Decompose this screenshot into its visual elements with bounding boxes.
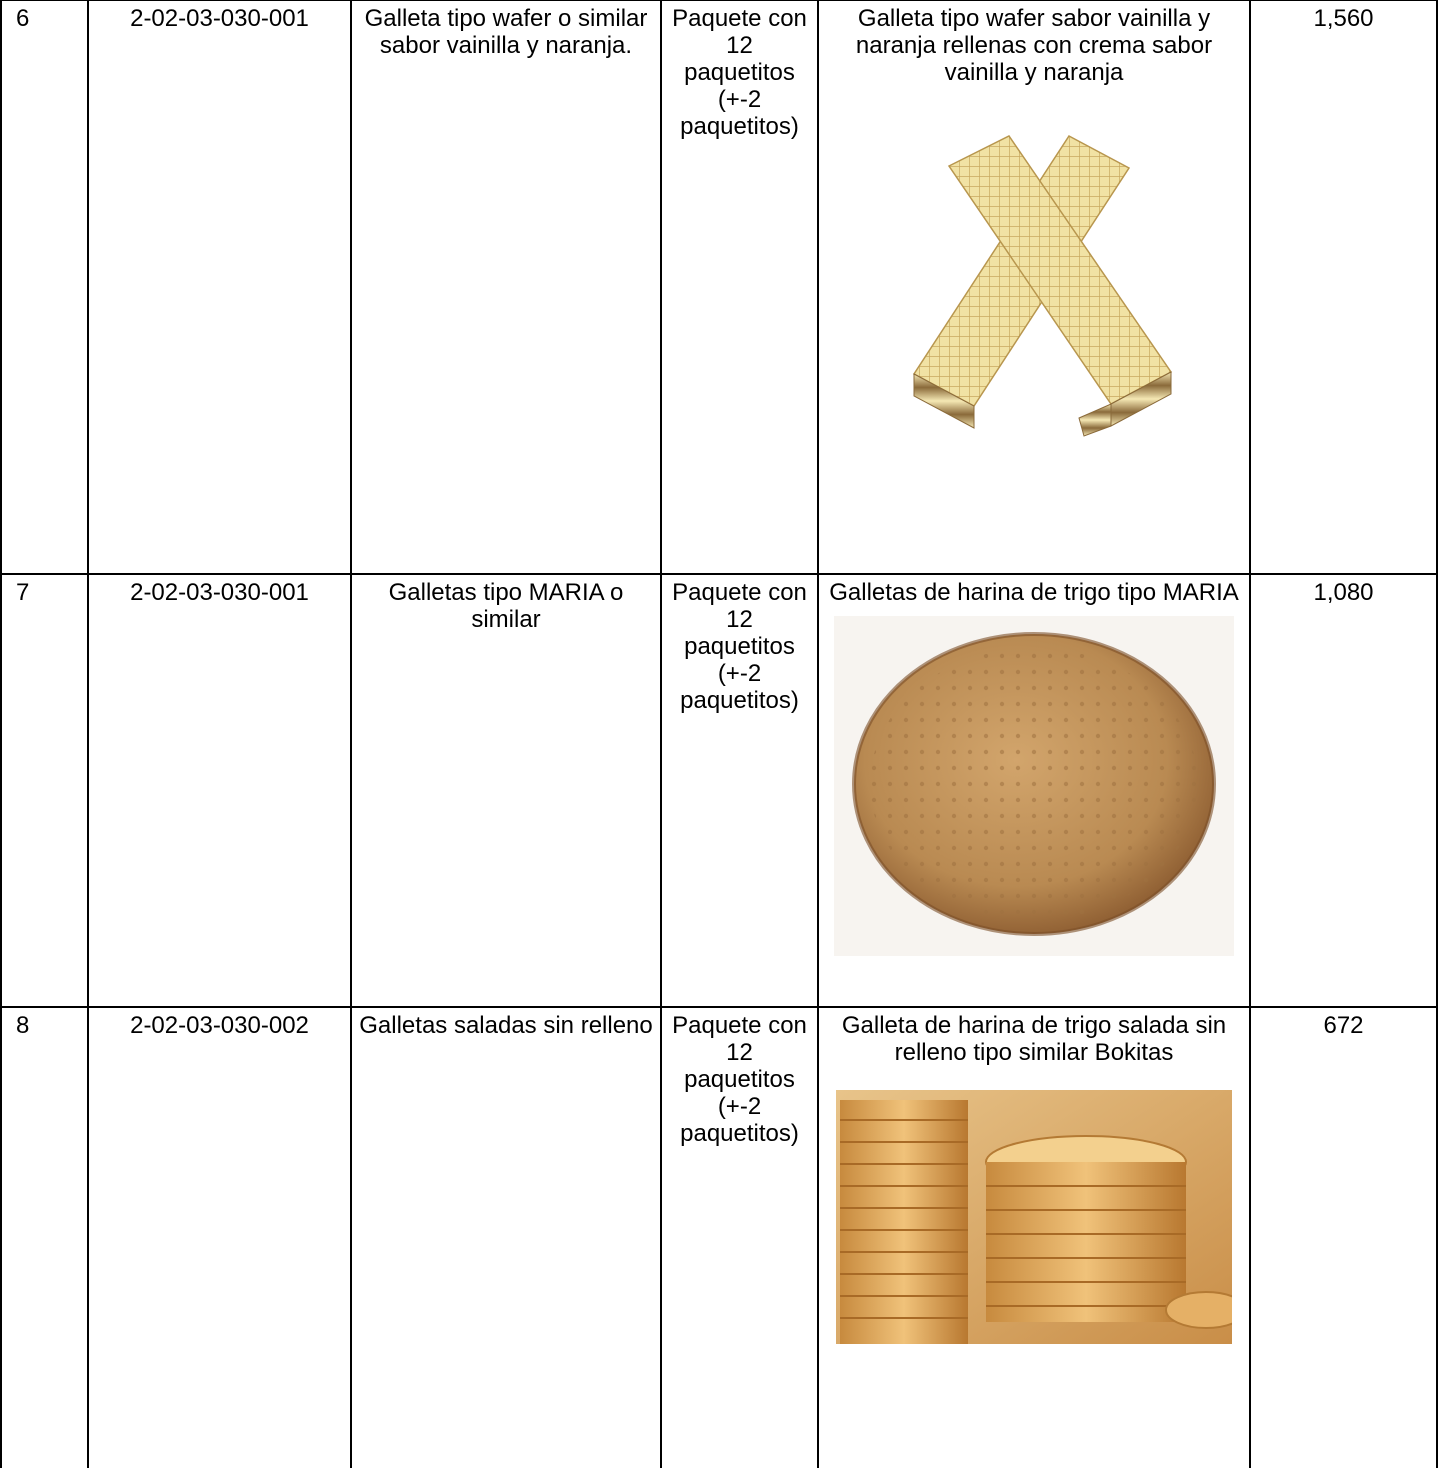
salted-crackers-image (836, 1090, 1232, 1344)
wafer-cookie-image (879, 126, 1189, 446)
product-specification-cell (818, 1007, 1250, 1468)
product-code: 2-02-03-030-001 (88, 574, 351, 1007)
maria-cookie-image (834, 616, 1234, 956)
product-specification-cell (818, 1, 1250, 574)
table-row (1, 1, 1437, 574)
product-specification-cell (818, 574, 1250, 1007)
product-quantity: 1,080 (1250, 574, 1437, 1007)
row-number: 7 (1, 574, 88, 1007)
row-number: 6 (1, 1, 88, 574)
row-number: 8 (1, 1007, 88, 1468)
product-description: Galleta tipo wafer o similar sabor vainilla y naranja. (351, 1, 661, 574)
product-quantity: 1,560 (1250, 1, 1437, 574)
table-row (1, 574, 1437, 1007)
product-description: Galletas tipo MARIA o similar (351, 574, 661, 1007)
product-unit: Paquete con 12 paquetitos (+-2 paquetitos) (661, 1, 818, 574)
product-quantity: 672 (1250, 1007, 1437, 1468)
table-row (1, 1007, 1437, 1468)
product-description: Galletas saladas sin relleno (351, 1007, 661, 1468)
product-unit: Paquete con 12 paquetitos (+-2 paquetitos) (661, 574, 818, 1007)
product-specification: Galleta de harina de trigo salada sin relleno tipo similar Bokitas (841, 1011, 1227, 1066)
product-code: 2-02-03-030-002 (88, 1007, 351, 1468)
product-specification: Galleta tipo wafer sabor vainilla y naranja rellenas con crema sabor vainilla y naranja (855, 5, 1213, 86)
product-specification: Galletas de harina de trigo tipo MARIA (829, 578, 1239, 606)
product-unit: Paquete con 12 paquetitos (+-2 paquetitos) (661, 1007, 818, 1468)
product-code: 2-02-03-030-001 (88, 1, 351, 574)
